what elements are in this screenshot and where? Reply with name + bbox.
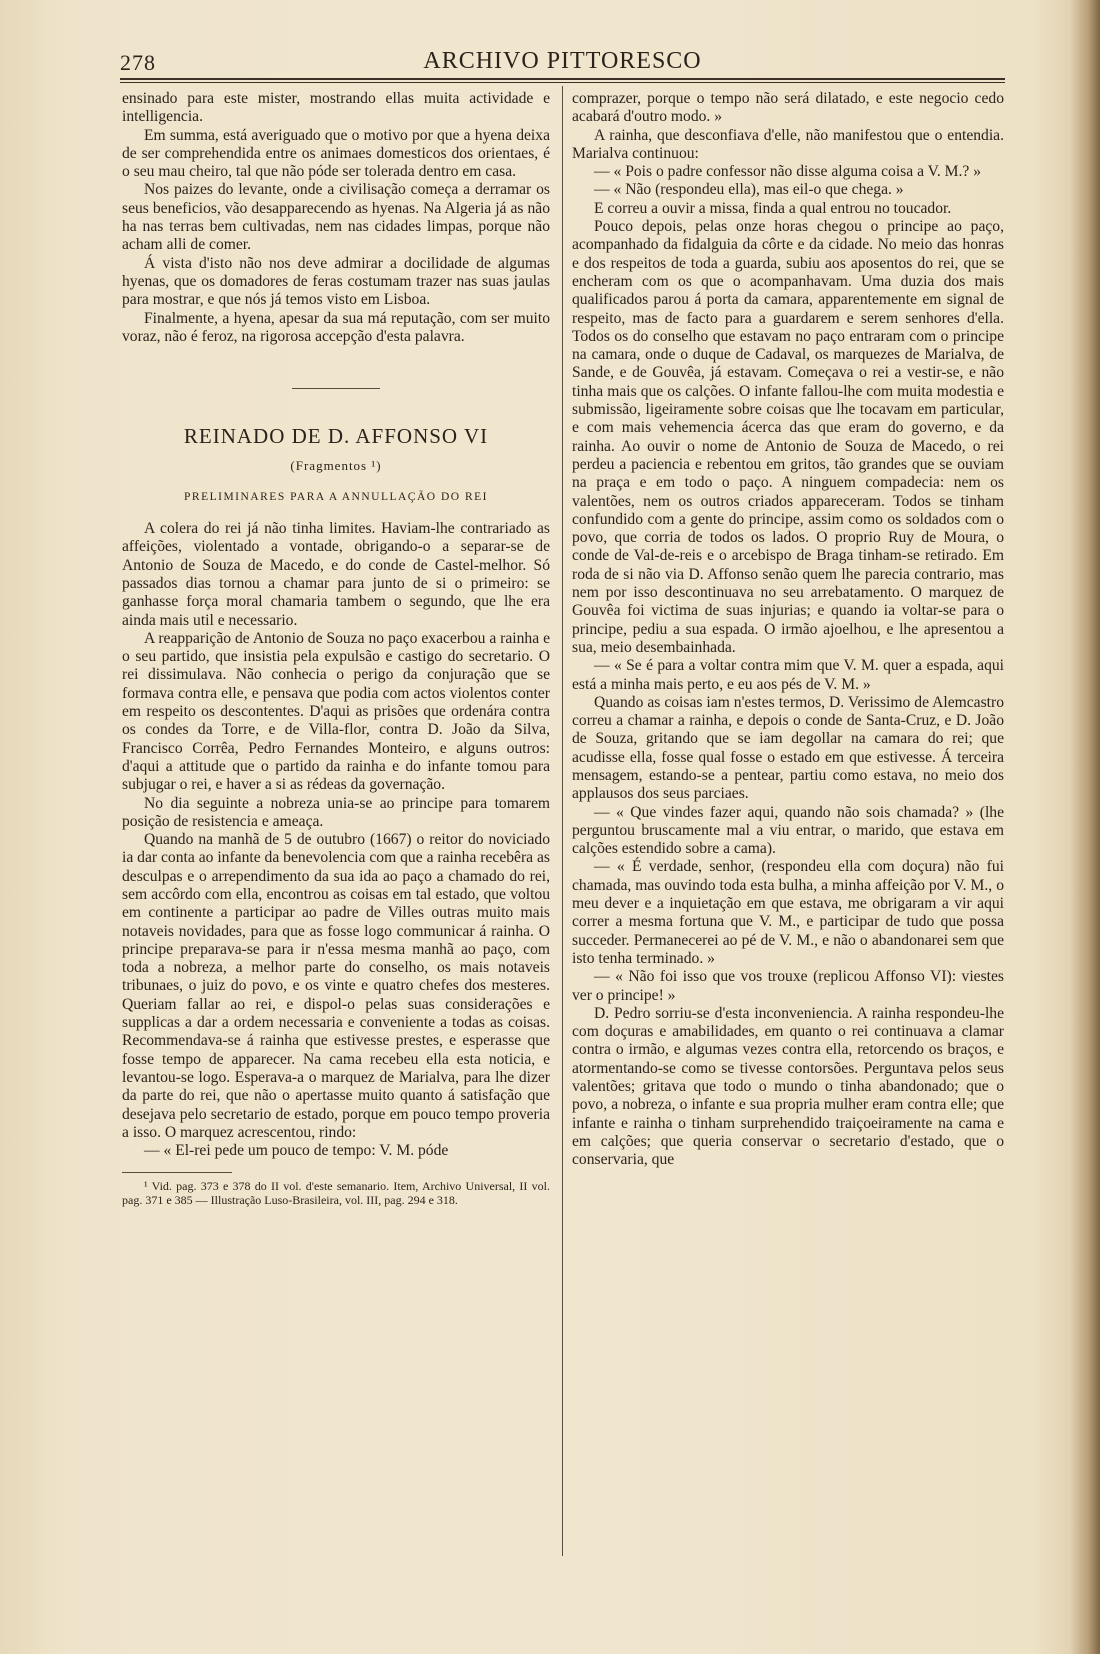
paragraph: — « Não (respondeu ella), mas eil-o que chega. » — [594, 181, 904, 199]
section-divider — [292, 388, 380, 389]
paragraph: Pouco depois, pelas onze horas chegou o principe ao paço, acompanhado da fidalguia da côrte e da cidade. No meio das honras e dos respeitos de toda a guarda, subiu aos aposentos do rei, que se encheram com os que o acompanhavam. Uma duzia dos mais qualificados parou á porta da camara, apparentemente em signal de respeito, mas de facto para a guardarem e serem senhores d'ella. Todos os do conselho que estavam no paço entraram com o principe na camara, onde o duque de Cadaval, os marquezes de Marialva, de Sande, e de Gouvêa, já estavam. Começava o rei a vestir-se, e não tinha mais que os calções. O infante fallou-lhe com muita modestia e submissão, ligeiramente sobre coisas que lhe tocavam em particular, e com mais vehemencia ácerca das que eram do governo, e da rainha. Ao ouvir o nome de Antonio de Souza de Macedo, o rei perdeu a paciencia e rebentou em gritos, tão grandes que se ouviam na praça e em todo o paço. A ninguem compadecia: nem os valentões, nem os outros criados appareceram. Todos se tinham confundido com a gente do principe, assim como os soldados com o povo, que corria de todos os lados. O proprio Ruy de Moura, o conde de Val-de-reis e o arcebispo de Braga tinham-se retirado. Em roda de si não via D. Affonso senão quem lhe parecia contrario, mas nem por isso descontinuava no seu arrebatamento. O marquez de Gouvêa foi victima de suas injurias; e quando ia voltar-se para o principe, pediu a sua espada. O irmão ajoelhou, e lhe apresentou a sua, meio desembainhada. — [572, 218, 1004, 656]
paragraph: Quando as coisas iam n'estes termos, D. Verissimo de Alemcastro correu a chamar a rainha, e depois o conde de Santa-Cruz, e D. João de Souza, gritando que se iam degollar na camara do rei; que acudisse ella, fosse qual fosse o estado em que estivesse. Á terceira mensagem, estando-se a pentear, partiu como estava, no meio dos applausos dos seus parciaes. — [572, 693, 1004, 803]
article-subtitle: (Fragmentos ¹) — [290, 458, 382, 474]
page-edge-shadow — [1070, 0, 1100, 1654]
column-divider — [562, 86, 563, 1556]
page-number: 278 — [120, 50, 156, 75]
paragraph: A reapparição de Antonio de Souza no paço exacerbou a rainha e o seu partido, que insistia pela expulsão e castigo do secretario. O rei dissimulava. Não conhecia o perigo da conjuração que se formava contra elle, e pensava que podia com actos violentos conter em respeito os descontentes. D'aqui as prisões que ordenára contra os condes da Torre, e de Villa-flor, contra D. João da Silva, Francisco Corrêa, Pedro Fernandes Monteiro, e alguns outros: d'aqui a attitude que o partido da rainha e do infante tomou para subjugar o rei, e haver a si as rédeas da governação. — [122, 629, 550, 794]
paragraph: — « Não foi isso que vos trouxe (replicou Affonso VI): viestes ver o principe! » — [572, 968, 1004, 1004]
paragraph: — « Que vindes fazer aqui, quando não sois chamada? » (lhe perguntou bruscamente mal a viu entrar, o marido, que estava em calções estendido sobre a cama). — [572, 803, 1004, 858]
paragraph: Finalmente, a hyena, apesar da sua má reputação, com ser muito voraz, não é feroz, na rigorosa accepção d'esta palavra. — [122, 309, 550, 345]
paragraph: — « É verdade, senhor, (respondeu ella com doçura) não fui chamada, mas ouvindo toda esta bulha, a minha affeição por V. M., o meu dever e a inquietação em que estava, me obrigaram a vir aqui correr a mesma fortuna que V. M., e participar de tudo que possa succeder. Permanecerei ao pé de V. M., e não o abandonarei sem que isto tenha terminado. » — [572, 858, 1004, 967]
article-title: REINADO DE D. AFFONSO VI — [183, 424, 489, 449]
paragraph: Á vista d'isto não nos deve admirar a docilidade de algumas hyenas, que os domadores de feras costumam trazer nas suas jaulas para mostrar, e que nós já temos visto em Lisboa. — [122, 254, 550, 309]
paragraph: A colera do rei já não tinha limites. Haviam-lhe contrariado as affeições, violentado a vontade, obrigando-o a separar-se de Antonio de Souza de Macedo, e do conde de Castel-melhor. Só passados dias tornou a chamar para junto de si o primeiro: se ganhasse força moral chamaria tambem o segundo, que lhe era ainda mais util e necessario. — [122, 520, 550, 629]
page-header — [120, 44, 1005, 80]
article-section-heading: PRELIMINARES PARA A ANNULLAÇÃO DO REI — [184, 490, 488, 503]
paragraph: Em summa, está averiguado que o motivo por que a hyena deixa de ser comprehendida entre os animaes domesticos dos orientaes, é o seu mau cheiro, tal que não póde ser tolerada dentro em casa. — [122, 126, 550, 181]
header-rule — [120, 78, 1005, 83]
paragraph: A rainha, que desconfiava d'elle, não manifestou que o entendia. Marialva continuou: — [572, 126, 1004, 162]
paragraph: Nos paizes do levante, onde a civilisação começa a derramar os seus beneficios, vão desapparecendo as hyenas. Na Algeria já as não ha nas terras bem cultivadas, nem nas cidades limpas, porque não acham alli de comer. — [122, 181, 550, 254]
running-title: ARCHIVO PITTORESCO — [423, 48, 702, 74]
paragraph: Quando na manhã de 5 de outubro (1667) o reitor do noviciado ia dar conta ao infante da benevolencia com que a rainha recebêra as desculpas e o arrependimento da sua ida ao paço a chamado do rei, sem accôrdo com ella, encontrou as coisas em tal estado, que voltou em continente a participar ao padre de Villes outras muito mais notaveis novidades, para que as fosse logo communicar á rainha. O principe preparava-se para ir n'essa mesma manhã ao paço, com toda a nobreza, a melhor parte do conselho, os mais notaveis tribunaes, o juiz do povo, e os vinte e quatro chefes dos mesteres. Queriam fallar ao rei, e dispol-o pelas suas considerações e supplicas a dar a ordem necessaria e conveniente a todas as coisas. Recommendava-se á rainha que estivesse prestes, e esperasse que fosse tempo de apparecer. Na cama recebeu ella esta noticia, e levantou-se logo. Esperava-a o marquez de Marialva, para lhe dizer da parte do rei, que não o apertasse muito quanto á satisfação que desejava pelo secretario de estado, porque em pouco tempo proveria a isso. O marquez acrescentou, rindo: — [122, 831, 550, 1141]
paragraph: — « Se é para a voltar contra mim que V. M. quer a espada, aqui está a minha mais perto, e eu aos pés de V. M. » — [572, 657, 1004, 693]
paragraph: E correu a ouvir a missa, finda a qual entrou no toucador. — [594, 199, 952, 217]
paragraph: comprazer, porque o tempo não será dilatado, e este negocio cedo acabará d'outro modo. » — [572, 90, 1004, 126]
left-column — [122, 90, 550, 1207]
paragraph: D. Pedro sorriu-se d'esta inconveniencia. A rainha respondeu-lhe com doçuras e amabilidades, em quanto o rei continuava a clamar contra o irmão, e algumas vezes contra ella, retorcendo os braços, e atormentando-se como se tivesse contorsões. Perguntava pelos seus valentões; gritava que todo o mundo o tinha abandonado; que o povo, a nobreza, o infante e sua propria mulher eram contra elle; que infante e rainha o tinham surprehendido traiçoeiramente na cama e em calções; que queria conservar o secretario d'estado, que o conservaria, que — [572, 1004, 1004, 1169]
footnote-rule — [122, 1172, 232, 1173]
footnote: ¹ Vid. pag. 373 e 378 do II vol. d'este semanario. Item, Archivo Universal, II vol. pag. 371 e 385 — Illustração Luso-Brasileira, vol. III, pag. 294 e 318. — [122, 1179, 550, 1208]
paragraph: — « Pois o padre confessor não disse alguma coisa a V. M.? » — [594, 163, 982, 181]
paragraph: — « El-rei pede um pouco de tempo: V. M. póde — [144, 1142, 449, 1160]
paragraph: ensinado para este mister, mostrando ellas muita actividade e intelligencia. — [122, 90, 550, 126]
right-column — [572, 90, 1004, 1170]
paragraph: No dia seguinte a nobreza unia-se ao principe para tomarem posição de resistencia e ameaça. — [122, 794, 550, 830]
